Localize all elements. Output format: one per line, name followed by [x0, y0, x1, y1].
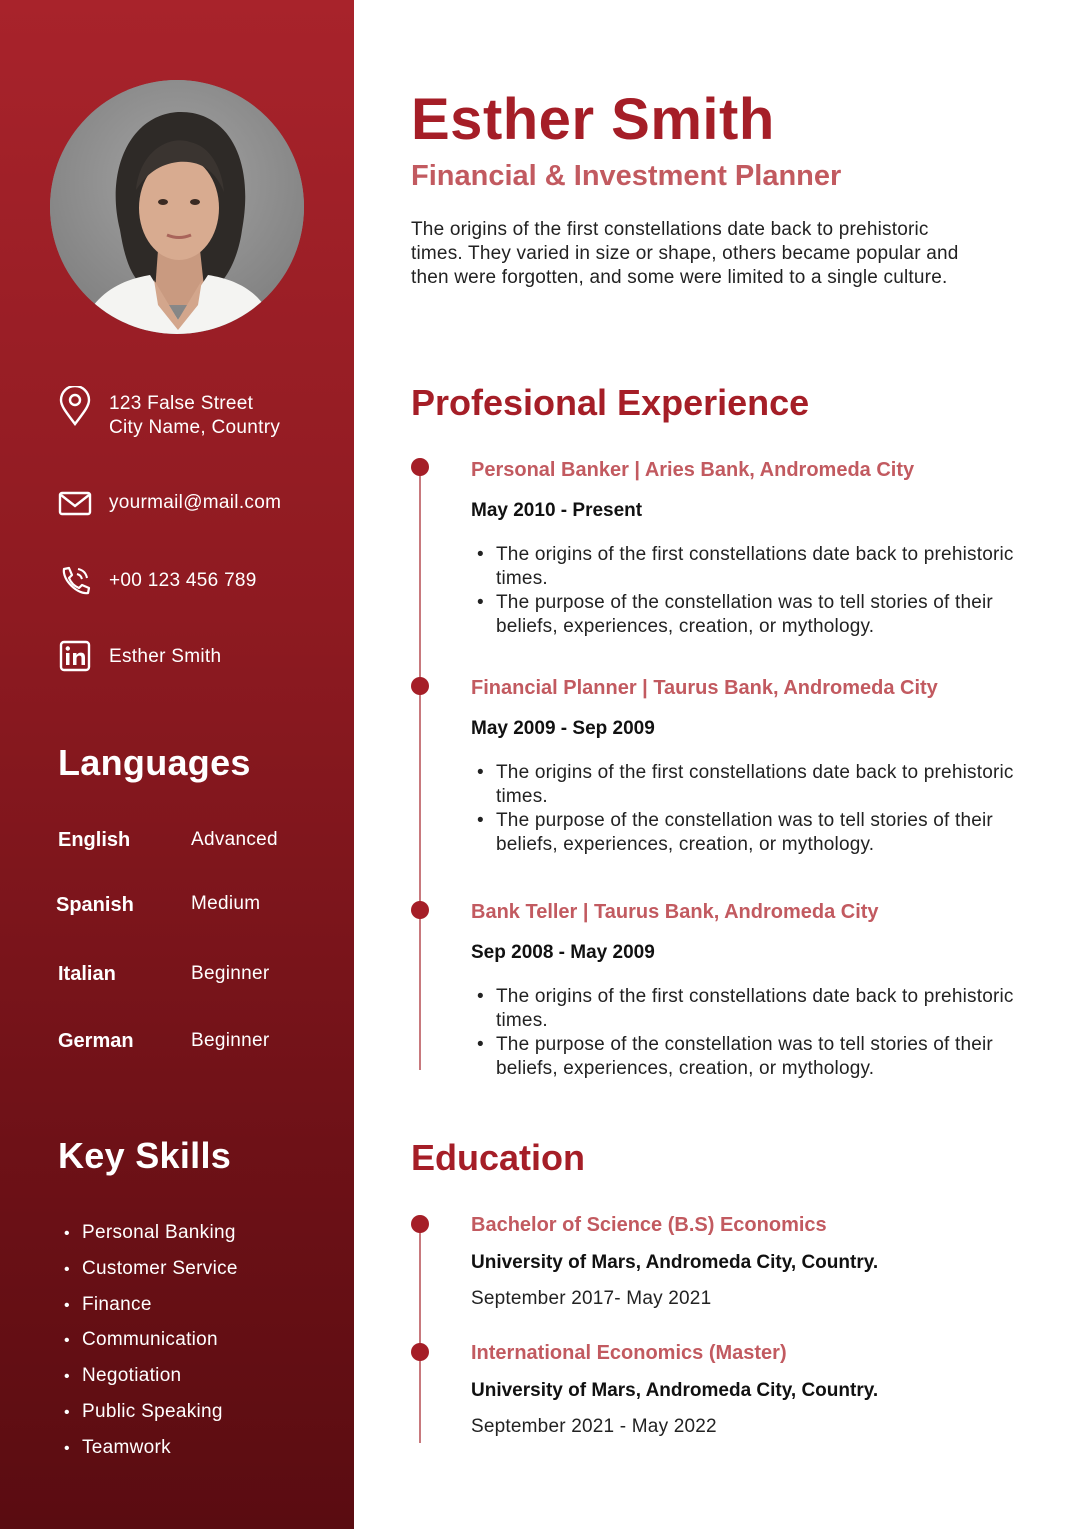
skill-item: • Public Speaking: [64, 1395, 238, 1431]
email-link[interactable]: yourmail@mail.com: [109, 492, 282, 513]
experience-heading: Profesional Experience: [411, 382, 810, 423]
education-heading: Education: [411, 1137, 586, 1178]
person-role: Financial & Investment Planner: [411, 160, 842, 192]
education-degree: Bachelor of Science (B.S) Economics: [471, 1214, 827, 1236]
skills-heading: Key Skills: [58, 1135, 232, 1176]
skill-item: • Customer Service: [64, 1252, 238, 1288]
experience-timeline: [419, 468, 421, 1070]
education-school: University of Mars, Andromeda City, Country.: [471, 1252, 879, 1273]
address-line2: City Name, Country: [109, 417, 281, 438]
education-date: September 2017- May 2021: [471, 1288, 712, 1309]
job-bullet: • The purpose of the constellation was to tell stories of their beliefs, experiences, creation, or mythology.: [477, 591, 1037, 639]
person-name: Esther Smith: [411, 87, 775, 152]
profile-summary: The origins of the first constellations date back to prehistoric times. They varied in size or shape, others became popular and then were forgotten, and some were limited to a single culture.: [411, 219, 959, 288]
language-name: Spanish: [56, 894, 134, 916]
job-bullet: • The origins of the first constellations date back to prehistoric times.: [477, 985, 1037, 1033]
language-level: Medium: [191, 893, 261, 914]
timeline-dot: [411, 677, 429, 695]
skill-item: • Communication: [64, 1323, 238, 1359]
timeline-dot: [411, 1215, 429, 1233]
phone-icon: [58, 565, 92, 599]
job-bullet: • The purpose of the constellation was to tell stories of their beliefs, experiences, creation, or mythology.: [477, 809, 1037, 857]
language-level: Advanced: [191, 829, 278, 850]
job-date: May 2010 - Present: [471, 500, 643, 521]
sidebar: [0, 0, 354, 1529]
timeline-dot: [411, 901, 429, 919]
language-name: German: [58, 1030, 134, 1052]
job-bullets: [477, 761, 1037, 857]
job-title: Bank Teller | Taurus Bank, Andromeda City: [471, 901, 879, 923]
location-pin-icon: [58, 386, 92, 420]
timeline-dot: [411, 1343, 429, 1361]
job-date: Sep 2008 - May 2009: [471, 942, 655, 963]
education-degree: International Economics (Master): [471, 1342, 787, 1364]
language-name: English: [58, 829, 131, 851]
contact-address: [58, 386, 348, 446]
language-name: Italian: [58, 963, 116, 985]
job-bullet: • The origins of the first constellations date back to prehistoric times.: [477, 761, 1037, 809]
skill-item: • Personal Banking: [64, 1216, 238, 1252]
job-bullet: • The purpose of the constellation was to tell stories of their beliefs, experiences, creation, or mythology.: [477, 1033, 1037, 1081]
profile-photo: [50, 80, 304, 334]
language-level: Beginner: [191, 1030, 270, 1051]
contact-email: [58, 490, 348, 520]
education-timeline: [419, 1225, 421, 1443]
languages-heading: Languages: [58, 742, 251, 783]
education-school: University of Mars, Andromeda City, Country.: [471, 1380, 879, 1401]
job-title: Financial Planner | Taurus Bank, Andromeda City: [471, 677, 938, 699]
job-bullets: [477, 543, 1037, 639]
linkedin-name[interactable]: Esther Smith: [109, 646, 222, 667]
job-bullet: • The origins of the first constellations date back to prehistoric times.: [477, 543, 1037, 591]
skill-item: • Finance: [64, 1288, 238, 1324]
contact-phone: [58, 565, 348, 597]
skills-list: [64, 1216, 238, 1467]
job-title: Personal Banker | Aries Bank, Andromeda City: [471, 459, 915, 481]
job-date: May 2009 - Sep 2009: [471, 718, 655, 739]
skill-item: • Negotiation: [64, 1359, 238, 1395]
phone-number[interactable]: +00 123 456 789: [109, 570, 257, 591]
contact-linkedin: [58, 640, 348, 672]
address-line1: 123 False Street: [109, 393, 254, 414]
linkedin-icon: [58, 640, 92, 674]
timeline-dot: [411, 458, 429, 476]
job-bullets: [477, 985, 1037, 1081]
language-level: Beginner: [191, 963, 270, 984]
envelope-icon: [58, 490, 92, 524]
skill-item: • Teamwork: [64, 1431, 238, 1467]
education-date: September 2021 - May 2022: [471, 1416, 717, 1437]
